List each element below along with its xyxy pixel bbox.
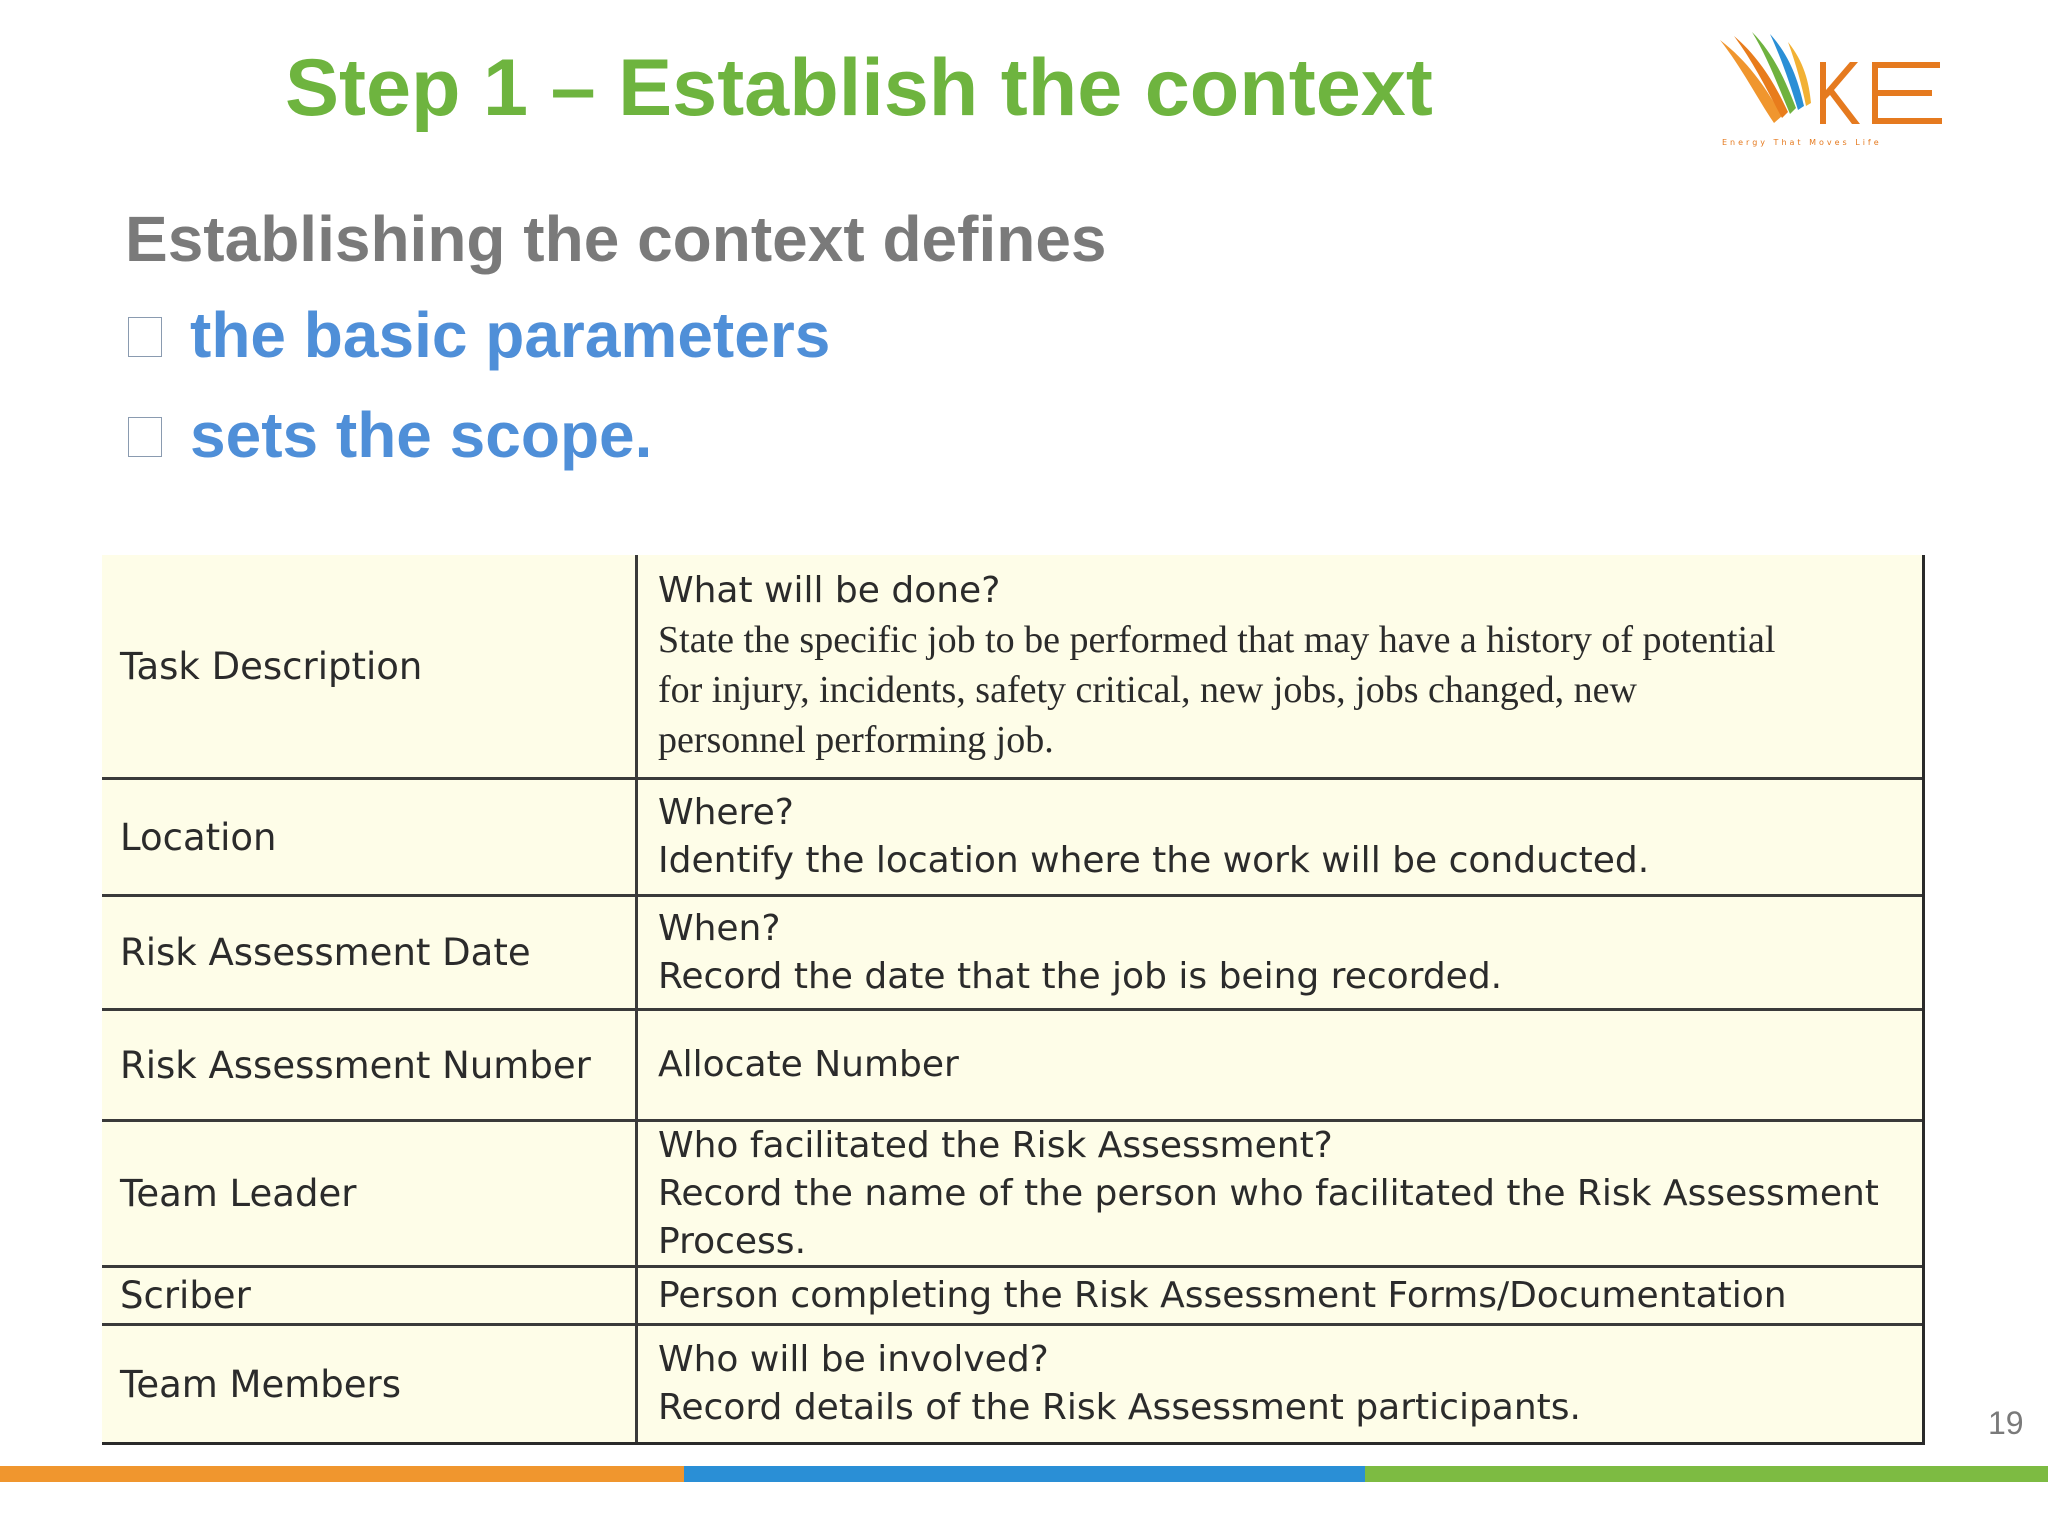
description-line: State the specific job to be performed that may have a history of potential bbox=[658, 619, 1776, 661]
row-description bbox=[638, 1122, 1922, 1265]
row-label: Scriber bbox=[102, 1268, 638, 1323]
logo-tagline: Energy That Moves Life bbox=[1722, 138, 1882, 147]
row-label: Team Members bbox=[102, 1326, 638, 1442]
row-label: Risk Assessment Date bbox=[102, 897, 638, 1008]
table-row bbox=[102, 894, 1922, 1008]
table-row bbox=[102, 1323, 1922, 1442]
checkbox-bullet-icon bbox=[128, 417, 162, 457]
bullet-text: the basic parameters bbox=[190, 299, 831, 371]
row-label: Team Leader bbox=[102, 1122, 638, 1265]
ke-logo-icon bbox=[1712, 28, 1952, 153]
description-line: Record details of the Risk Assessment participants. bbox=[658, 1387, 1581, 1428]
row-description bbox=[638, 1326, 1922, 1442]
footer-bar-green bbox=[1365, 1466, 2048, 1482]
row-label: Location bbox=[102, 780, 638, 894]
description-line: Who will be involved? bbox=[658, 1339, 1049, 1380]
checkbox-bullet-icon bbox=[128, 317, 162, 357]
description-line: personnel performing job. bbox=[658, 719, 1054, 761]
description-line: Where? bbox=[658, 792, 794, 833]
description-line: Record the date that the job is being recorded. bbox=[658, 955, 1503, 997]
description-line: Person completing the Risk Assessment Forms/Documentation bbox=[658, 1274, 1787, 1316]
slide-title: Step 1 – Establish the context bbox=[285, 43, 1433, 133]
table-row bbox=[102, 1008, 1922, 1119]
page-number: 19 bbox=[1988, 1405, 2024, 1441]
row-description bbox=[638, 555, 1922, 777]
table-row bbox=[102, 555, 1922, 777]
description-line: Record the name of the person who facilitated the Risk Assessment bbox=[658, 1172, 1879, 1214]
description-line: Process. bbox=[658, 1220, 807, 1262]
description-line: When? bbox=[658, 907, 781, 949]
table-row bbox=[102, 777, 1922, 894]
description-line: What will be done? bbox=[658, 570, 1001, 611]
context-table bbox=[102, 555, 1925, 1445]
row-label: Task Description bbox=[102, 555, 638, 777]
bullet-item bbox=[128, 398, 652, 472]
description-line: Who facilitated the Risk Assessment? bbox=[658, 1124, 1333, 1166]
bullet-text: sets the scope. bbox=[190, 399, 653, 471]
row-description bbox=[638, 1268, 1922, 1323]
table-row bbox=[102, 1119, 1922, 1265]
description-line: for injury, incidents, safety critical, new jobs, jobs changed, new bbox=[658, 669, 1637, 711]
description-line: Allocate Number bbox=[658, 1044, 959, 1085]
row-label: Risk Assessment Number bbox=[102, 1011, 638, 1119]
row-description bbox=[638, 780, 1922, 894]
footer-bar-orange bbox=[0, 1466, 684, 1482]
description-line: Identify the location where the work will be conducted. bbox=[658, 840, 1650, 881]
bullet-item bbox=[128, 298, 830, 372]
row-description bbox=[638, 897, 1922, 1008]
footer-bar-blue bbox=[684, 1466, 1365, 1482]
row-description bbox=[638, 1011, 1922, 1119]
intro-text: Establishing the context defines bbox=[125, 203, 1107, 275]
table-row bbox=[102, 1265, 1922, 1323]
